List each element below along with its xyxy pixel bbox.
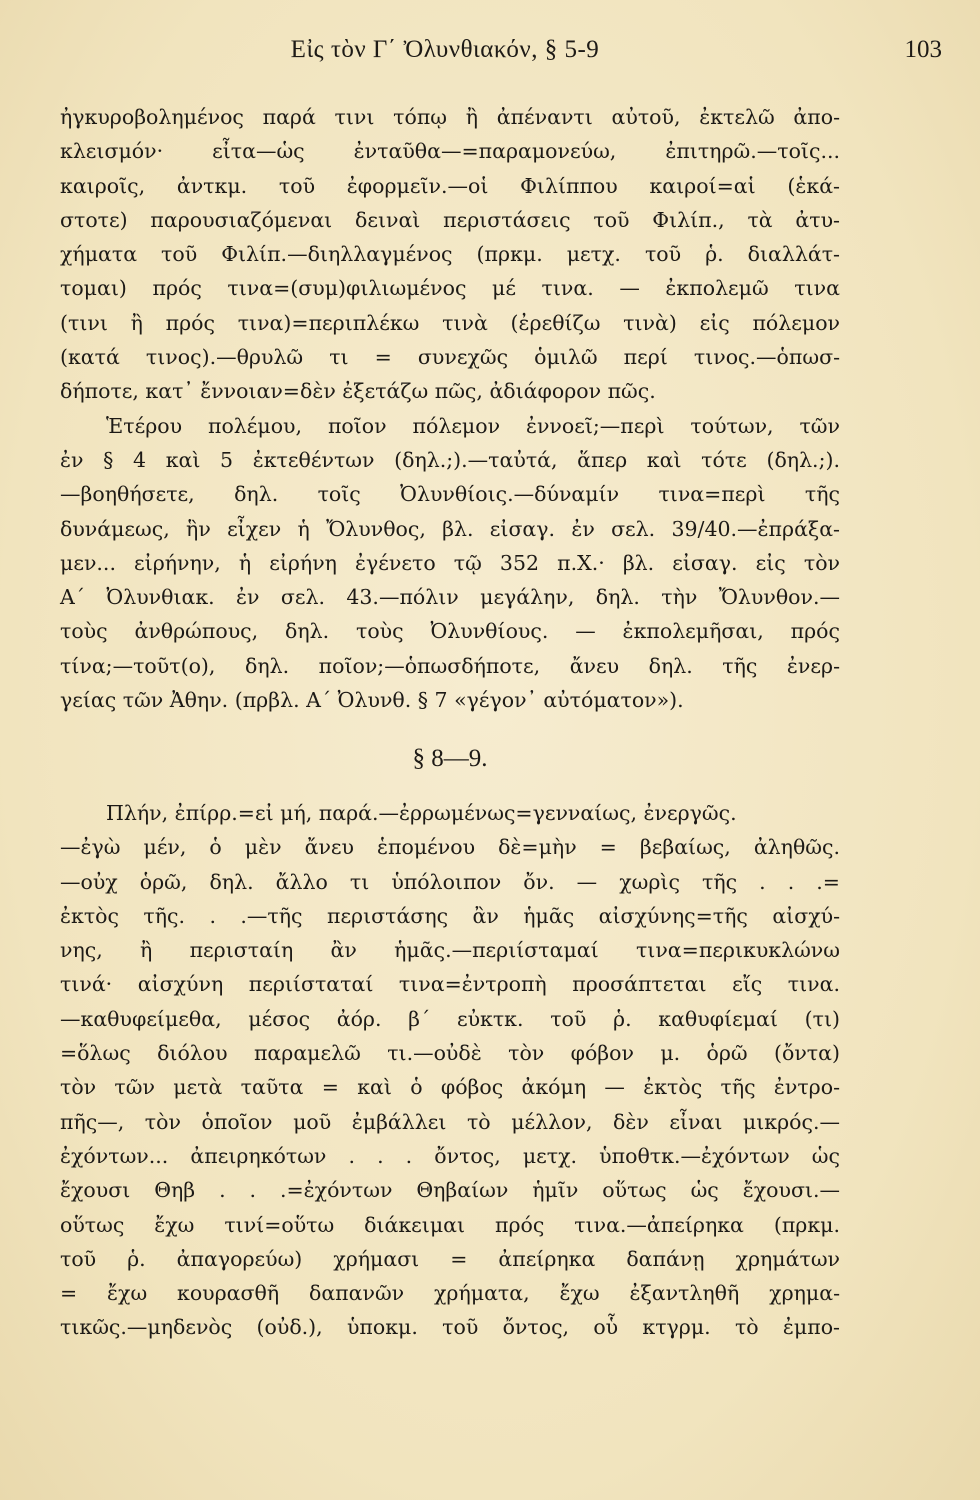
- text-line: (τινι ἢ πρός τινα)=περιπλέκω τινὰ (ἐρεθίζω τινὰ) εἰς πόλεμον: [60, 310, 840, 335]
- text-line: τοὺς ἀνθρώπους, δηλ. τοὺς Ὀλυνθίους. — ἐκπολεμῆσαι, πρός: [60, 619, 840, 644]
- text-line: ἐν § 4 καὶ 5 ἐκτεθέντων (δηλ.;).—ταὐτά, ἅπερ καὶ τότε (δηλ.;).: [60, 447, 840, 472]
- text-line: νης, ἢ περισταίη ἂν ἡμᾶς.—περιίσταμαί τινα=περικυκλώνω: [60, 938, 840, 963]
- text-line: καιροῖς, ἀντκμ. τοῦ ἐφορμεῖν.—οἱ Φιλίππου καιροί=αἱ (ἑκά-: [60, 173, 840, 198]
- text-line: ἐχόντων... ἀπειρηκότων . . . ὄντος, μετχ. ὑποθτκ.—ἐχόντων ὡς: [60, 1143, 840, 1168]
- running-head: Εἰς τὸν Γ΄ Ὀλυνθιακόν, § 5-9: [290, 36, 600, 63]
- text-line: δυνάμεως, ἣν εἶχεν ἡ Ὄλυνθος, βλ. εἰσαγ. ἐν σελ. 39/40.—ἐπράξα-: [60, 516, 840, 541]
- text-line: (κατά τινος).—θρυλῶ τι = συνεχῶς ὁμιλῶ περί τινος.—ὁπωσ-: [60, 345, 840, 370]
- text-line: —ἐγὼ μέν, ὁ μὲν ἄνευ ἑπομένου δὲ=μὴν = βεβαίως, ἀληθῶς.: [60, 835, 840, 860]
- text-line: κλεισμόν· εἶτα—ὡς ἐνταῦθα—=παραμονεύω, ἐπιτηρῶ.—τοῖς...: [60, 139, 840, 164]
- text-line: Ἑτέρου πολέμου, ποῖον πόλεμον ἐννοεῖ;—περὶ τούτων, τῶν: [106, 413, 840, 438]
- section-heading: § 8—9.: [412, 745, 488, 772]
- text-line: ἠγκυροβολημένος παρά τινι τόπῳ ἢ ἀπέναντι αὐτοῦ, ἐκτελῶ ἀπο-: [60, 105, 840, 129]
- text-line: =ὅλως διόλου παραμελῶ τι.—οὐδὲ τὸν φόβον μ. ὁρῶ (ὄντα): [60, 1041, 840, 1066]
- text-line: —βοηθήσετε, δηλ. τοῖς Ὀλυνθίοις.—δύναμίν τινα=περὶ τῆς: [60, 482, 840, 507]
- text-line: χήματα τοῦ Φιλίπ.—διηλλαγμένος (πρκμ. μετχ. τοῦ ῥ. διαλλάτ-: [60, 242, 840, 267]
- text-line: στοτε) παρουσιαζόμεναι δειναὶ περιστάσεις τοῦ Φιλίπ., τὰ ἀτυ-: [60, 207, 840, 232]
- text-line: οὕτως ἔχω τινί=οὕτω διάκειμαι πρός τινα.—ἀπείρηκα (πρκμ.: [60, 1212, 840, 1237]
- text-line: = ἔχω κουρασθῆ δαπανῶν χρήματα, ἔχω ἐξαντληθῆ χρημα-: [60, 1281, 840, 1306]
- text-line: τικῶς.—μηδενὸς (οὐδ.), ὑποκμ. τοῦ ὄντος, οὗ κτγρμ. τὸ ἐμπο-: [60, 1315, 840, 1340]
- text-line: ἔχουσι Θηβ . . .=ἐχόντων Θηβαίων ἡμῖν οὕτως ὡς ἔχουσι.—: [60, 1178, 840, 1203]
- text-line: πῆς—, τὸν ὁποῖον μοῦ ἐμβάλλει τὸ μέλλον, δὲν εἶναι μικρός.—: [60, 1109, 840, 1134]
- commentary-block-1: [60, 100, 840, 717]
- commentary-block-2: [60, 796, 840, 1345]
- text-line: —καθυφείμεθα, μέσος ἀόρ. β΄ εὐκτκ. τοῦ ῥ. καθυφίεμαί (τι): [60, 1006, 840, 1031]
- text-line: τοῦ ῥ. ἀπαγορεύω) χρήμασι = ἀπείρηκα δαπάνῃ χρημάτων: [60, 1246, 840, 1271]
- text-line: τὸν τῶν μετὰ ταῦτα = καὶ ὁ φόβος ἀκόμη — ἐκτὸς τῆς ἐντρο-: [60, 1075, 840, 1100]
- text-line: ἐκτὸς τῆς. . .—τῆς περιστάσης ἂν ἡμᾶς αἰσχύνης=τῆς αἰσχύ-: [60, 903, 840, 928]
- text-line: τίνα;—τοῦτ(ο), δηλ. ποῖον;—ὁπωσδήποτε, ἄνευ δηλ. τῆς ἐνερ-: [60, 653, 840, 678]
- text-line: —οὐχ ὁρῶ, δηλ. ἄλλο τι ὑπόλοιπον ὄν. — χωρὶς τῆς . . .=: [60, 869, 840, 894]
- text-line: δήποτε, κατ᾽ ἔννοιαν=δὲν ἐξετάζω πῶς, ἀδιάφορον πῶς.: [60, 379, 656, 404]
- page-number: 103: [904, 36, 942, 63]
- text-line: μεν... εἰρήνην, ἡ εἰρήνη ἐγένετο τῷ 352 π.Χ.· βλ. εἰσαγ. εἰς τὸν: [60, 550, 840, 575]
- text-line: τομαι) πρός τινα=(συμ)φιλιωμένος μέ τινα. — ἐκπολεμῶ τινα: [60, 276, 840, 301]
- text-line: Α΄ Ὀλυνθιακ. ἐν σελ. 43.—πόλιν μεγάλην, δηλ. τὴν Ὄλυνθον.—: [60, 585, 840, 610]
- page-header: [60, 36, 942, 76]
- text-line: τινά· αἰσχύνη περιίσταταί τινα=ἐντροπὴ προσάπτεται εἴς τινα.: [60, 972, 840, 997]
- text-line: γείας τῶν Ἀθην. (πρβλ. Α΄ Ὀλυνθ. § 7 «γέγον᾽ αὐτόματον»).: [60, 688, 684, 713]
- text-line: Πλήν, ἐπίρρ.=εἰ μή, παρά.—ἐρρωμένως=γενναίως, ἐνεργῶς.: [106, 801, 737, 825]
